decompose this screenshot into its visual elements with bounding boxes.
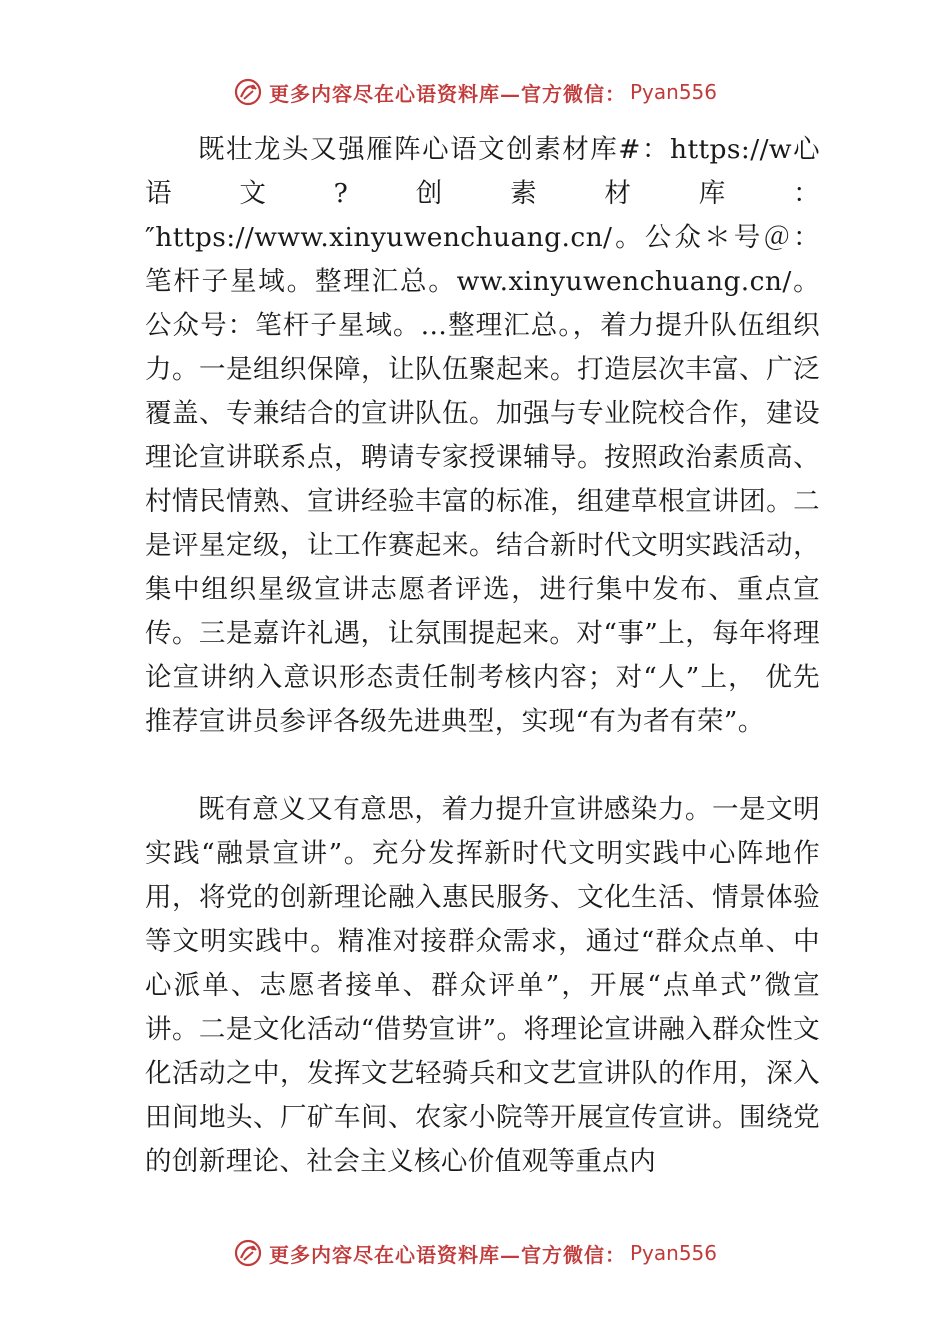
paragraph-2: 既有意义又有意思，着力提升宣讲感染力。一是文明实践“融景宣讲”。充分发挥新时代文明实践中心阵地作用，将党的创新理论融入惠民服务、文化生活、情景体验等文明实践中。精准对接群众需求，通过“群众点单、中心派单、志愿者接单、群众评单”，开展“点单式”微宣讲。二是文化活动“借势宣讲”。将理论宣讲融入群众性文化活动之中，发挥文艺轻骑兵和文艺宣讲队的作用，深入田间地头、厂矿车间、农家小院等开展宣传宣讲。围绕党的创新理论、社会主义核心价值观等重点内 xyxy=(145,794,820,1177)
header-banner xyxy=(0,72,950,112)
banner-text: 更多内容尽在心语资料库—官方微信： xyxy=(268,1242,626,1267)
paragraph-1: 既壮龙头又强雁阵心语文创素材库#：https://w心语文?创素材库：″https://www.xinyuwenchuang.cn/。公众＊号＠：笔杆子星域。整理汇总。ww.xinyuwenchuang.cn/。公众号：笔杆子星域。…整理汇总。，着力提升队伍组织力。一是组织保障，让队伍聚起来。打造层次丰富、广泛覆盖、专兼结合的宣讲队伍。加强与专业院校合作，建设理论宣讲联系点，聘请专家授课辅导。按照政治素质高、村情民情熟、宣讲经验丰富的标准，组建草根宣讲团。二是评星定级，让工作赛起来。结合新时代文明实践活动， 集中组织星级宣讲志愿者评选，进行集中发布、重点宣传。三是嘉许礼遇，让氛围提起来。对“事”上，每年将理论宣讲纳入意识形态责任制考核内容；对“人”上， 优先推荐宣讲员参评各级先进典型，实现“有为者有荣”。 xyxy=(145,134,820,737)
document-body xyxy=(145,128,820,1184)
footer-banner xyxy=(0,1233,950,1273)
banner-handle: Pyan556 xyxy=(629,80,717,104)
logo-icon xyxy=(233,1238,263,1268)
banner-handle: Pyan556 xyxy=(629,1241,717,1265)
logo-icon xyxy=(233,77,263,107)
banner-text: 更多内容尽在心语资料库—官方微信： xyxy=(268,81,626,106)
